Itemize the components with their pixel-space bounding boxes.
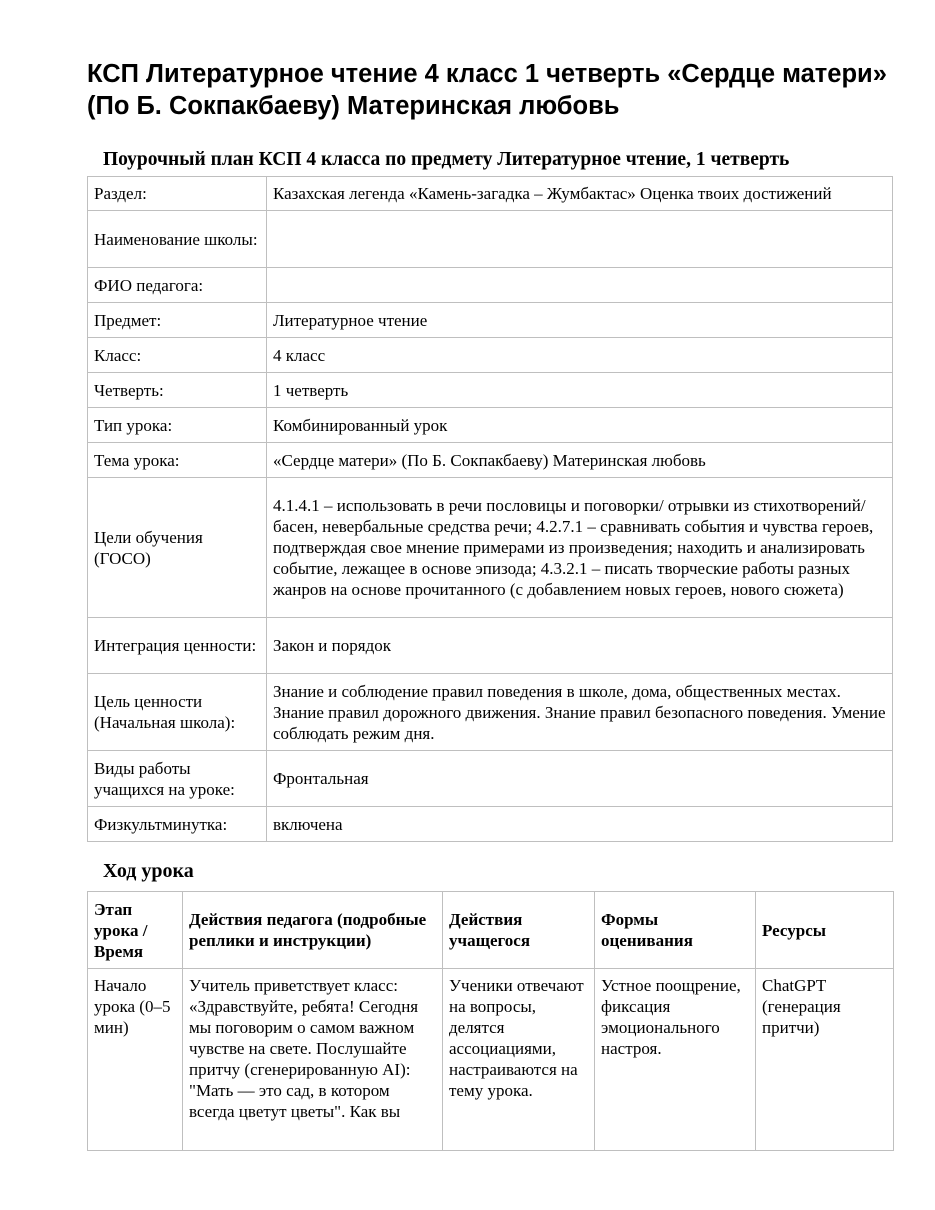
- column-header: Ресурсы: [756, 892, 894, 969]
- info-label: Тип урока:: [88, 408, 267, 443]
- info-value: 4 класс: [267, 338, 893, 373]
- info-label: Тема урока:: [88, 443, 267, 478]
- info-value: [267, 211, 893, 268]
- resources-cell: ChatGPT (генерация притчи): [756, 969, 894, 1151]
- table-row: [88, 338, 893, 373]
- column-header: Этап урока / Время: [88, 892, 183, 969]
- info-value: Знание и соблюдение правил поведения в школе, дома, общественных местах. Знание правил дорожного движения. Знание правил безопасного поведения. Умение соблюдать режим дня.: [267, 674, 893, 751]
- info-value: Фронтальная: [267, 751, 893, 807]
- table-row: [88, 807, 893, 842]
- table-row: [88, 303, 893, 338]
- info-label: Физкультминутка:: [88, 807, 267, 842]
- teacher-actions-cell: Учитель приветствует класс: «Здравствуйте, ребята! Сегодня мы поговорим о самом важном чувстве на свете. Послушайте притчу (сгенерированную AI): "Мать — это сад, в котором всегда цветут цветы". Как вы: [183, 969, 443, 1151]
- info-value: «Сердце матери» (По Б. Сокпакбаеву) Материнская любовь: [267, 443, 893, 478]
- student-actions-cell: Ученики отвечают на вопросы, делятся ассоциациями, настраиваются на тему урока.: [443, 969, 595, 1151]
- plan-subtitle: Поурочный план КСП 4 класса по предмету Литературное чтение, 1 четверть: [103, 149, 790, 170]
- info-label: Раздел:: [88, 177, 267, 211]
- table-row: [88, 408, 893, 443]
- info-value: Закон и порядок: [267, 618, 893, 674]
- assessment-cell: Устное поощрение, фиксация эмоционального настроя.: [595, 969, 756, 1151]
- section-title: Ход урока: [103, 860, 194, 882]
- table-row: [88, 443, 893, 478]
- document-title: КСП Литературное чтение 4 класс 1 четверть «Сердце матери» (По Б. Сокпакбаеву) Материнская любовь: [87, 60, 887, 120]
- table-row: [88, 177, 893, 211]
- lesson-steps-table: [87, 891, 894, 1151]
- info-value: Казахская легенда «Камень-загадка – Жумбактас» Оценка твоих достижений: [267, 177, 893, 211]
- column-header: Действия педагога (подробные реплики и инструкции): [183, 892, 443, 969]
- info-label: Цель ценности (Начальная школа):: [88, 674, 267, 751]
- table-row: [88, 751, 893, 807]
- table-row: [88, 478, 893, 618]
- info-value: 4.1.4.1 – использовать в речи пословицы и поговорки/ отрывки из стихотворений/ басен, невербальные средства речи; 4.2.7.1 – сравнивать события и чувства героев, подтверждая свое мнение примерами из произведения; находить и анализировать событие, лежащее в основе эпизода; 4.3.2.1 – писать творческие работы разных жанров на основе прочитанного (с добавлением новых героев, нового сюжета): [267, 478, 893, 618]
- table-row: [88, 373, 893, 408]
- table-row: [88, 674, 893, 751]
- stage-cell: Начало урока (0–5 мин): [88, 969, 183, 1151]
- table-row: [88, 211, 893, 268]
- info-label: Наименование школы:: [88, 211, 267, 268]
- table-header-row: [88, 892, 894, 969]
- info-label: Класс:: [88, 338, 267, 373]
- info-label: ФИО педагога:: [88, 268, 267, 303]
- table-row: [88, 969, 894, 1151]
- info-value: 1 четверть: [267, 373, 893, 408]
- info-value: [267, 268, 893, 303]
- table-row: [88, 268, 893, 303]
- document-page: [87, 58, 893, 1151]
- column-header: Формы оценивания: [595, 892, 756, 969]
- lesson-info-table: [87, 176, 893, 842]
- info-label: Предмет:: [88, 303, 267, 338]
- info-value: Литературное чтение: [267, 303, 893, 338]
- info-value: Комбинированный урок: [267, 408, 893, 443]
- info-value: включена: [267, 807, 893, 842]
- info-label: Четверть:: [88, 373, 267, 408]
- info-label: Интеграция ценности:: [88, 618, 267, 674]
- info-label: Цели обучения (ГОСО): [88, 478, 267, 618]
- column-header: Действия учащегося: [443, 892, 595, 969]
- info-label: Виды работы учащихся на уроке:: [88, 751, 267, 807]
- table-row: [88, 618, 893, 674]
